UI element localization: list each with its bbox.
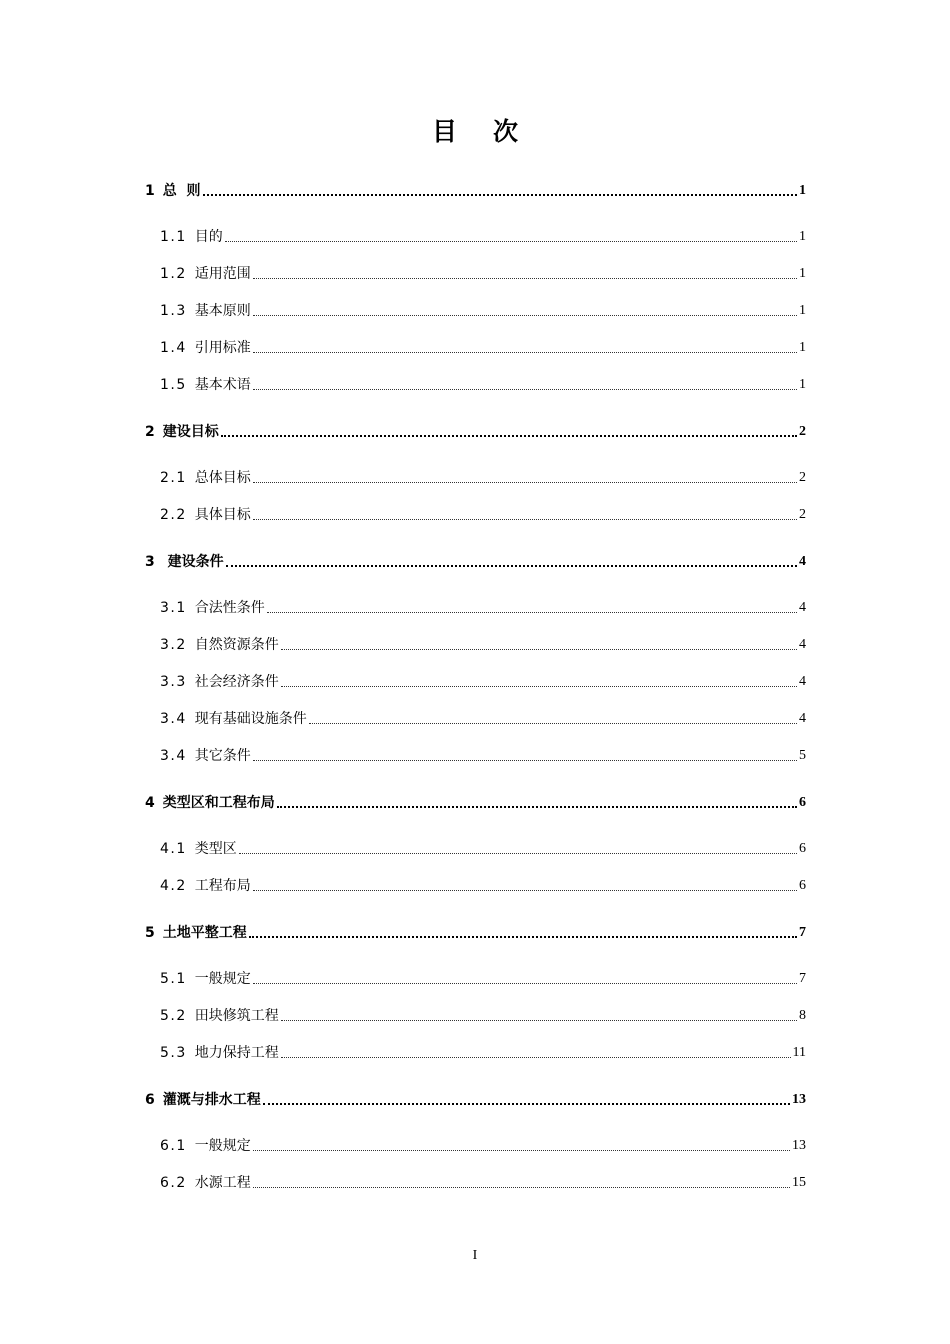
dot-leader xyxy=(253,889,797,891)
toc-entry-label: 现有基础设施条件 xyxy=(194,711,307,727)
toc-entry-label: 田块修筑工程 xyxy=(194,1008,279,1024)
toc-entry-label: 建设目标 xyxy=(162,424,219,440)
toc-section-entry[interactable] xyxy=(160,595,806,617)
toc-entry-number: 3.4 xyxy=(160,748,187,764)
toc-entry-label: 引用标准 xyxy=(194,340,251,356)
toc-entry-label: 基本术语 xyxy=(194,377,251,393)
page-number: I xyxy=(472,1248,478,1263)
dot-leader xyxy=(253,759,797,761)
toc-section-entry[interactable] xyxy=(160,706,806,728)
toc-entry-number: 1.5 xyxy=(160,377,187,393)
toc-entry-page: 2 xyxy=(799,470,806,485)
toc-entry-number: 5.3 xyxy=(160,1045,187,1061)
dot-leader xyxy=(226,564,797,567)
toc-section-entry[interactable] xyxy=(160,836,806,858)
toc-entry-label: 一般规定 xyxy=(194,1138,251,1154)
toc-entry-label: 自然资源条件 xyxy=(194,637,279,653)
toc-section-entry[interactable] xyxy=(160,1170,806,1192)
toc-entry-page: 15 xyxy=(792,1175,806,1190)
toc-entry-page: 8 xyxy=(799,1008,806,1023)
toc-section-entry[interactable] xyxy=(160,966,806,988)
page-title: 目次 xyxy=(431,117,554,146)
toc-entry-label: 总体目标 xyxy=(194,470,251,486)
toc-entry-label: 具体目标 xyxy=(194,507,251,523)
toc-chapter-entry[interactable] xyxy=(145,920,806,942)
toc-section-entry[interactable] xyxy=(160,261,806,283)
dot-leader xyxy=(263,1102,790,1105)
toc-entry-label: 社会经济条件 xyxy=(194,674,279,690)
toc-entry-label: 灌溉与排水工程 xyxy=(162,1092,261,1108)
dot-leader xyxy=(277,805,797,808)
toc-entry-page: 13 xyxy=(792,1138,806,1153)
toc-entry-page: 1 xyxy=(799,229,806,244)
toc-entry-label: 建设条件 xyxy=(162,554,224,570)
toc-entry-number: 3.4 xyxy=(160,711,187,727)
toc-section-entry[interactable] xyxy=(160,502,806,524)
toc-entry-label: 适用范围 xyxy=(194,266,251,282)
toc-section-entry[interactable] xyxy=(160,743,806,765)
toc-chapter-entry[interactable] xyxy=(145,178,806,200)
toc-section-entry[interactable] xyxy=(160,1003,806,1025)
toc-entry-number: 3.1 xyxy=(160,600,187,616)
toc-entry-number: 4 xyxy=(145,795,155,811)
dot-leader xyxy=(203,193,798,196)
toc-entry-page: 4 xyxy=(799,674,806,689)
toc-entry-label: 地力保持工程 xyxy=(194,1045,279,1061)
dot-leader xyxy=(281,648,797,650)
toc-entry-number: 2.1 xyxy=(160,470,187,486)
dot-leader xyxy=(253,481,797,483)
toc-entry-number: 3.3 xyxy=(160,674,187,690)
toc-entry-number: 5 xyxy=(145,925,155,941)
toc-entry-page: 1 xyxy=(799,303,806,318)
toc-entry-label: 类型区 xyxy=(194,841,237,857)
toc-entry-page: 1 xyxy=(799,340,806,355)
dot-leader xyxy=(239,852,797,854)
toc-section-entry[interactable] xyxy=(160,372,806,394)
dot-leader xyxy=(253,1149,790,1151)
dot-leader xyxy=(253,982,797,984)
toc-entry-label: 一般规定 xyxy=(194,971,251,987)
toc-chapter-entry[interactable] xyxy=(145,790,806,812)
toc-entry-page: 6 xyxy=(799,795,806,810)
toc-entry-page: 5 xyxy=(799,748,806,763)
toc-section-entry[interactable] xyxy=(160,873,806,895)
toc-entry-number: 5.2 xyxy=(160,1008,187,1024)
toc-entry-number: 6 xyxy=(145,1092,155,1108)
toc-entry-page: 7 xyxy=(799,925,806,940)
toc-entry-number: 1 xyxy=(145,183,155,199)
dot-leader xyxy=(253,1186,790,1188)
dot-leader xyxy=(253,314,797,316)
toc-entry-number: 4.1 xyxy=(160,841,187,857)
toc-entry-page: 6 xyxy=(799,878,806,893)
toc-entry-number: 3.2 xyxy=(160,637,187,653)
toc-entry-page: 6 xyxy=(799,841,806,856)
toc-entry-page: 1 xyxy=(799,266,806,281)
dot-leader xyxy=(253,518,797,520)
toc-entry-number: 1.3 xyxy=(160,303,187,319)
toc-entry-page: 2 xyxy=(799,507,806,522)
toc-entry-label: 合法性条件 xyxy=(194,600,265,616)
toc-entry-number: 3 xyxy=(145,554,155,570)
toc-entry-number: 1.2 xyxy=(160,266,187,282)
toc-entry-label: 其它条件 xyxy=(194,748,251,764)
dot-leader xyxy=(253,388,797,390)
toc-entry-number: 6.1 xyxy=(160,1138,187,1154)
dot-leader xyxy=(281,1056,791,1058)
toc-section-entry[interactable] xyxy=(160,669,806,691)
dot-leader xyxy=(253,277,797,279)
toc-section-entry[interactable] xyxy=(160,1040,806,1062)
toc-section-entry[interactable] xyxy=(160,632,806,654)
toc-entry-page: 1 xyxy=(799,183,806,198)
dot-leader xyxy=(281,1019,797,1021)
toc-entry-page: 11 xyxy=(792,1045,806,1060)
dot-leader xyxy=(225,240,797,242)
toc-entry-label: 目的 xyxy=(194,229,223,245)
toc-chapter-entry[interactable] xyxy=(145,1087,806,1109)
toc-entry-label: 工程布局 xyxy=(194,878,251,894)
toc-section-entry[interactable] xyxy=(160,1133,806,1155)
toc-entry-number: 2 xyxy=(145,424,155,440)
toc-entry-number: 4.2 xyxy=(160,878,187,894)
toc-entry-page: 1 xyxy=(799,377,806,392)
toc-section-entry[interactable] xyxy=(160,465,806,487)
dot-leader xyxy=(281,685,797,687)
toc-entry-number: 1.1 xyxy=(160,229,187,245)
toc-entry-number: 5.1 xyxy=(160,971,187,987)
toc-section-entry[interactable] xyxy=(160,298,806,320)
toc-entry-number: 1.4 xyxy=(160,340,187,356)
toc-entry-page: 2 xyxy=(799,424,806,439)
toc-entry-page: 13 xyxy=(792,1092,806,1107)
dot-leader xyxy=(221,434,797,437)
toc-entry-page: 4 xyxy=(799,554,806,569)
dot-leader xyxy=(309,722,797,724)
toc-chapter-entry[interactable] xyxy=(145,419,806,441)
toc-entry-label: 土地平整工程 xyxy=(162,925,247,941)
toc-chapter-entry[interactable] xyxy=(145,549,806,571)
dot-leader xyxy=(249,935,797,938)
toc-section-entry[interactable] xyxy=(160,335,806,357)
toc-entry-number: 6.2 xyxy=(160,1175,187,1191)
dot-leader xyxy=(253,351,797,353)
toc-section-entry[interactable] xyxy=(160,224,806,246)
toc-entry-page: 4 xyxy=(799,711,806,726)
dot-leader xyxy=(267,611,797,613)
toc-entry-number: 2.2 xyxy=(160,507,187,523)
toc-entry-label: 水源工程 xyxy=(194,1175,251,1191)
toc-entry-page: 4 xyxy=(799,600,806,615)
toc-entry-label: 总 则 xyxy=(162,183,201,199)
toc-entry-page: 7 xyxy=(799,971,806,986)
toc-entry-label: 类型区和工程布局 xyxy=(162,795,275,811)
toc-entry-page: 4 xyxy=(799,637,806,652)
toc-entry-label: 基本原则 xyxy=(194,303,251,319)
